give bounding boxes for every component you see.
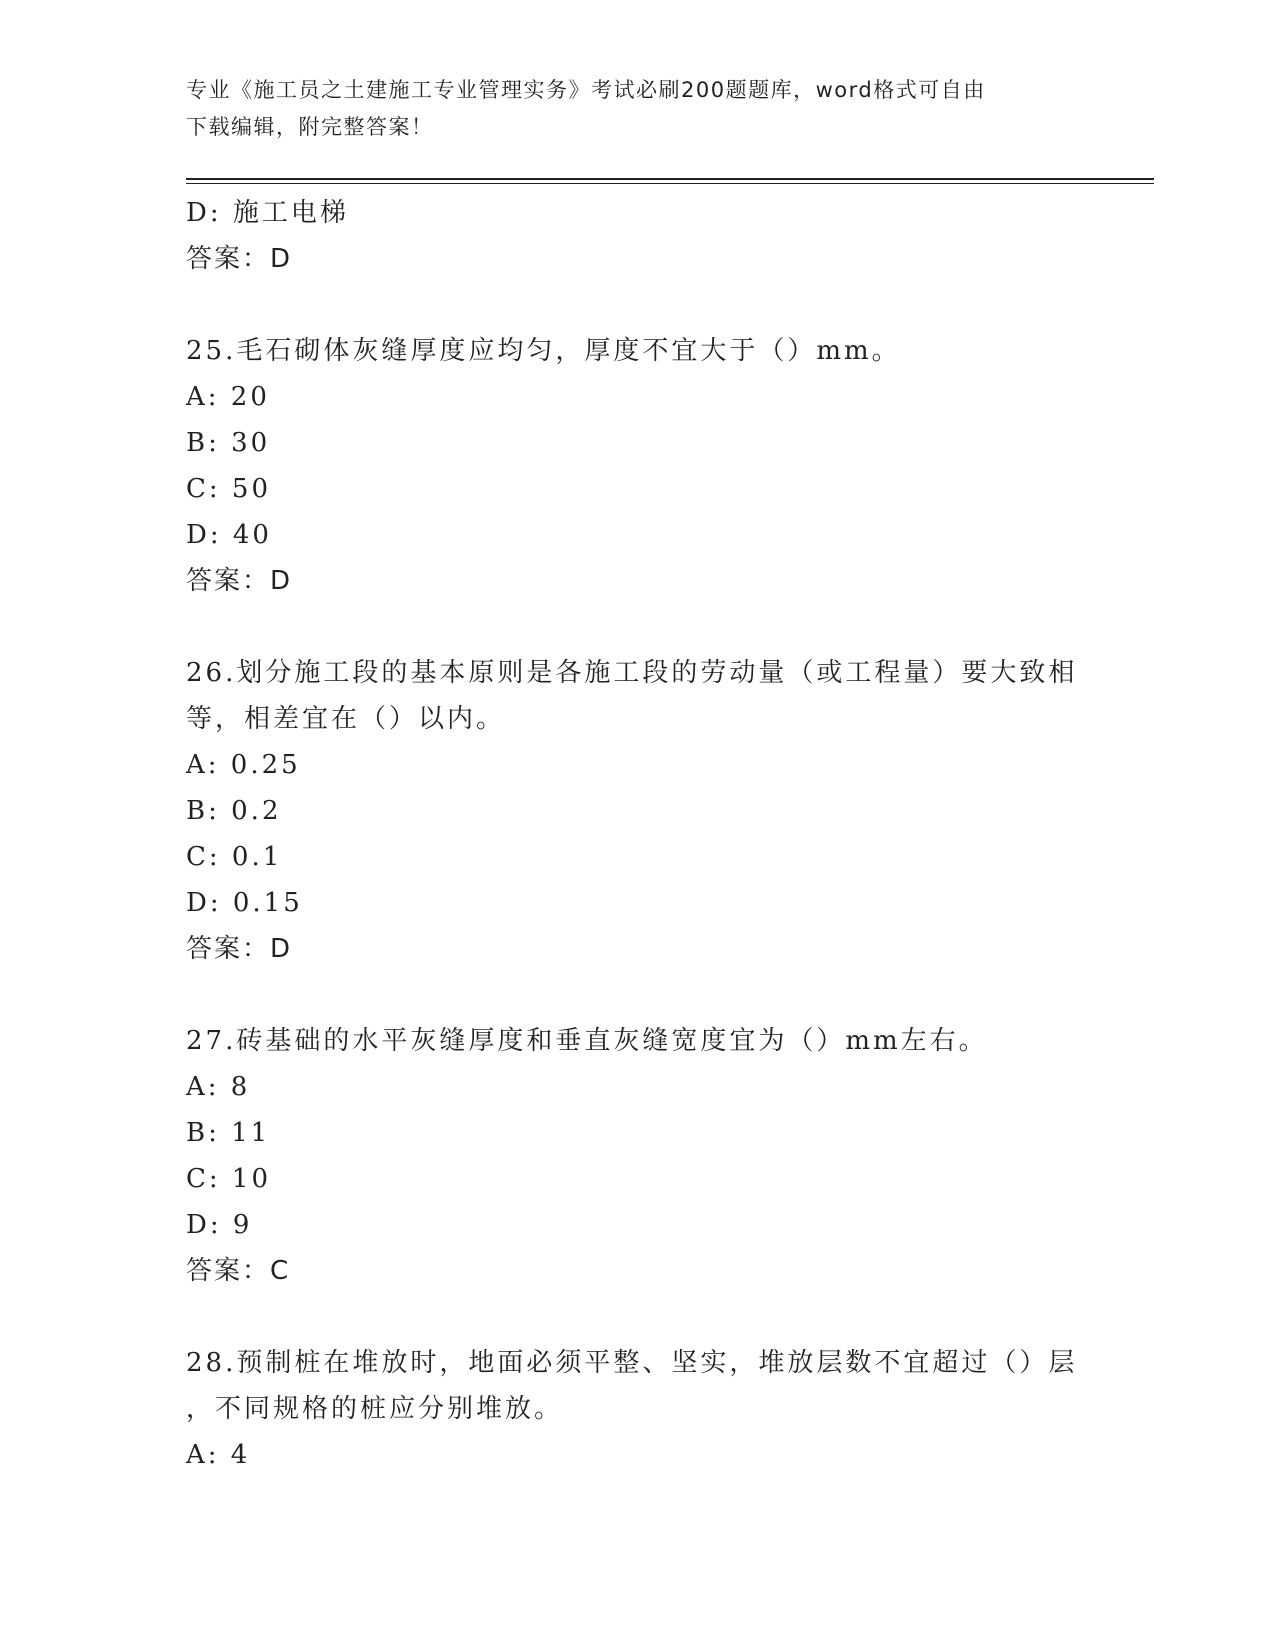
question-27 bbox=[186, 1018, 1106, 1294]
question-stem-continued: ，不同规格的桩应分别堆放。 bbox=[186, 1394, 564, 1424]
header-line-2: 下载编辑，附完整答案！ bbox=[186, 115, 434, 139]
option-b: B: 11 bbox=[186, 1118, 271, 1148]
document-body bbox=[186, 190, 1106, 1478]
option-b: B: 30 bbox=[186, 428, 271, 458]
answer-line: 答案：D bbox=[186, 244, 293, 274]
option-a: A: 0.25 bbox=[186, 750, 301, 780]
answer-line: 答案：D bbox=[186, 934, 293, 964]
header-line-1: 专业《施工员之土建施工专业管理实务》考试必刷200题题库，word格式可自由 bbox=[186, 78, 986, 102]
question-stem: 26.划分施工段的基本原则是各施工段的劳动量（或工程量）要大致相 bbox=[186, 658, 1078, 688]
answer-line: 答案：C bbox=[186, 1256, 291, 1286]
option-d: D: 施工电梯 bbox=[186, 198, 349, 228]
question-stem-continued: 等，相差宜在（）以内。 bbox=[186, 704, 506, 734]
spacer bbox=[186, 972, 1106, 1018]
question-28 bbox=[186, 1340, 1106, 1478]
option-c: C: 50 bbox=[186, 474, 272, 504]
answer-line: 答案：D bbox=[186, 566, 293, 596]
question-26 bbox=[186, 650, 1106, 972]
question-stem: 27.砖基础的水平灰缝厚度和垂直灰缝宽度宜为（）mm左右。 bbox=[186, 1026, 988, 1056]
header-divider-thin bbox=[186, 183, 1154, 184]
option-a: A: 8 bbox=[186, 1072, 251, 1102]
spacer bbox=[186, 282, 1106, 328]
option-a: A: 4 bbox=[186, 1440, 251, 1470]
option-d: D: 0.15 bbox=[186, 888, 303, 918]
option-c: C: 0.1 bbox=[186, 842, 283, 872]
header-divider-thick bbox=[186, 178, 1154, 180]
spacer bbox=[186, 604, 1106, 650]
option-b: B: 0.2 bbox=[186, 796, 282, 826]
option-d: D: 40 bbox=[186, 520, 272, 550]
spacer bbox=[186, 1294, 1106, 1340]
option-a: A: 20 bbox=[186, 382, 270, 412]
option-c: C: 10 bbox=[186, 1164, 272, 1194]
question-stem: 28.预制桩在堆放时，地面必须平整、坚实，堆放层数不宜超过（）层 bbox=[186, 1348, 1078, 1378]
question-25 bbox=[186, 328, 1106, 604]
option-d: D: 9 bbox=[186, 1210, 253, 1240]
question-stem: 25.毛石砌体灰缝厚度应均匀，厚度不宜大于（）mm。 bbox=[186, 336, 901, 366]
document-header bbox=[186, 72, 1086, 146]
